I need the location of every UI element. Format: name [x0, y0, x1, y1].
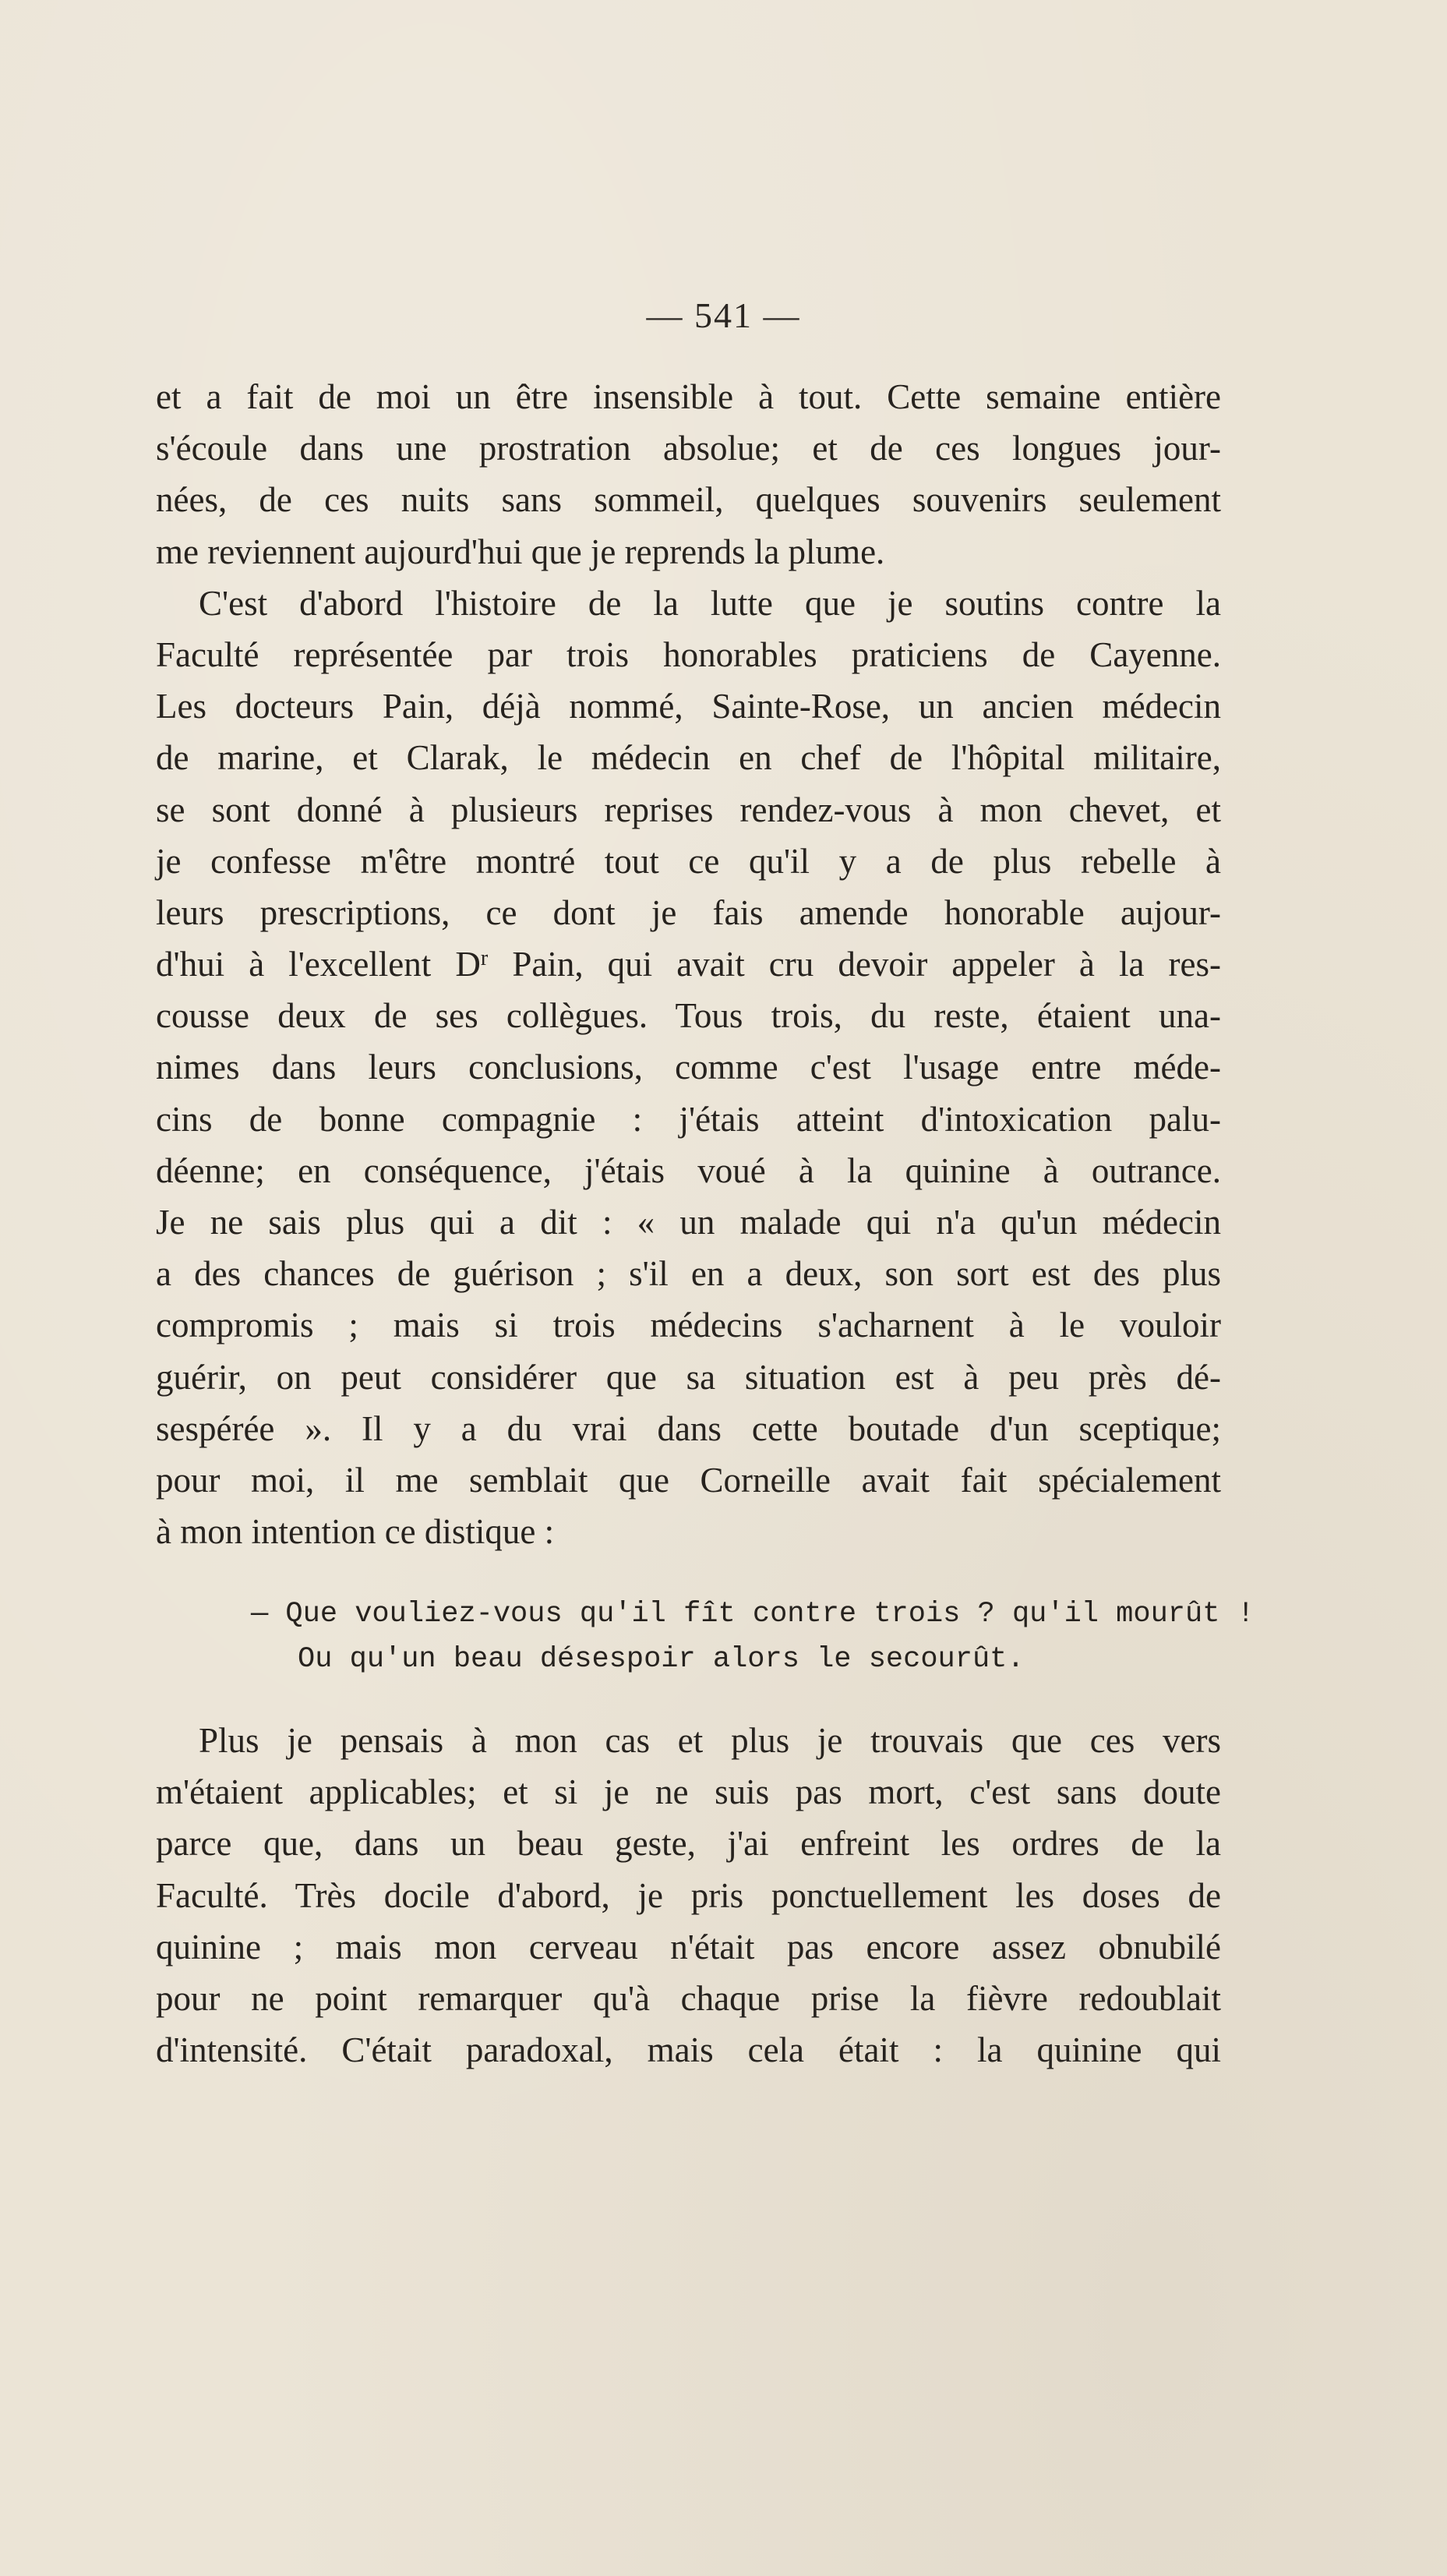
text-line: Les docteurs Pain, déjà nommé, Sainte-Rose, un ancien médecin: [156, 687, 1221, 726]
text-line: [156, 938, 1221, 990]
text-line: parce que, dans un beau geste, j'ai enfreint les ordres de la: [156, 1824, 1221, 1864]
text-line: leurs prescriptions, ce dont je fais amende honorable aujour-: [156, 892, 1221, 932]
text-line: C'est d'abord l'histoire de la lutte que je soutins contre la: [199, 583, 1221, 623]
text-line: Faculté représentée par trois honorables praticiens de Cayenne.: [156, 634, 1221, 674]
text-line: s'écoule dans une prostration absolue; et de ces longues jour-: [156, 429, 1221, 468]
text-line: se sont donné à plusieurs reprises rendez-vous à mon chevet, et: [156, 790, 1221, 829]
text-line: nées, de ces nuits sans sommeil, quelques souvenirs seulement: [156, 480, 1221, 520]
text-line: Faculté. Très docile d'abord, je pris ponctuellement les doses de: [156, 1875, 1221, 1915]
text-line: pour moi, il me semblait que Corneille avait fait spécialement: [156, 1460, 1221, 1500]
superscript: r: [480, 946, 489, 971]
text-line: je confesse m'être montré tout ce qu'il y a de plus rebelle à: [156, 841, 1221, 881]
text-line: m'étaient applicables; et si je ne suis pas mort, c'est sans doute: [156, 1772, 1221, 1812]
text-line: à mon intention ce distique :: [156, 1512, 555, 1552]
text-line: guérir, on peut considérer que sa situation est à peu près dé-: [156, 1357, 1221, 1397]
text-line: et a fait de moi un être insensible à tout. Cette semaine entière: [156, 377, 1221, 416]
text-line: cins de bonne compagnie : j'étais atteint d'intoxication palu-: [156, 1099, 1221, 1139]
text-line: pour ne point remarquer qu'à chaque prise la fièvre redoublait: [156, 1978, 1221, 2018]
text-line: Plus je pensais à mon cas et plus je trouvais que ces vers: [199, 1721, 1221, 1760]
text-line: d'intensité. C'était paradoxal, mais cela était : la quinine qui: [156, 2030, 1221, 2070]
text-line: me reviennent aujourd'hui que je reprends la plume.: [156, 532, 885, 571]
text-line: a des chances de guérison ; s'il en a deux, son sort est des plus: [156, 1254, 1221, 1294]
text-fragment: d'hui à l'excellent D: [156, 945, 481, 984]
text-line: quinine ; mais mon cerveau n'était pas encore assez obnubilé: [156, 1927, 1221, 1966]
verse-line: — Que vouliez-vous qu'il fît contre trois ? qu'il mourût !: [251, 1598, 1255, 1631]
text-block-upper: [156, 371, 1221, 1557]
text-line: cousse deux de ses collègues. Tous trois, du reste, étaient una-: [156, 996, 1221, 1036]
page-number: — 541 —: [646, 295, 801, 335]
text-line: compromis ; mais si trois médecins s'acharnent à le vouloir: [156, 1306, 1221, 1345]
text-fragment: Pain, qui avait cru devoir appeler à la res-: [488, 945, 1222, 984]
text-block-lower: [156, 1715, 1221, 2076]
verse-line: Ou qu'un beau désespoir alors le secourût.: [298, 1643, 1025, 1676]
text-line: déenne; en conséquence, j'étais voué à la quinine à outrance.: [156, 1150, 1221, 1190]
verse-quote: [251, 1592, 1255, 1682]
text-line: de marine, et Clarak, le médecin en chef de l'hôpital militaire,: [156, 738, 1221, 778]
text-line: Je ne sais plus qui a dit : « un malade qui n'a qu'un médecin: [156, 1203, 1221, 1242]
text-line: sespérée ». Il y a du vrai dans cette boutade d'un sceptique;: [156, 1408, 1221, 1448]
text-line: nimes dans leurs conclusions, comme c'est l'usage entre méde-: [156, 1048, 1221, 1087]
